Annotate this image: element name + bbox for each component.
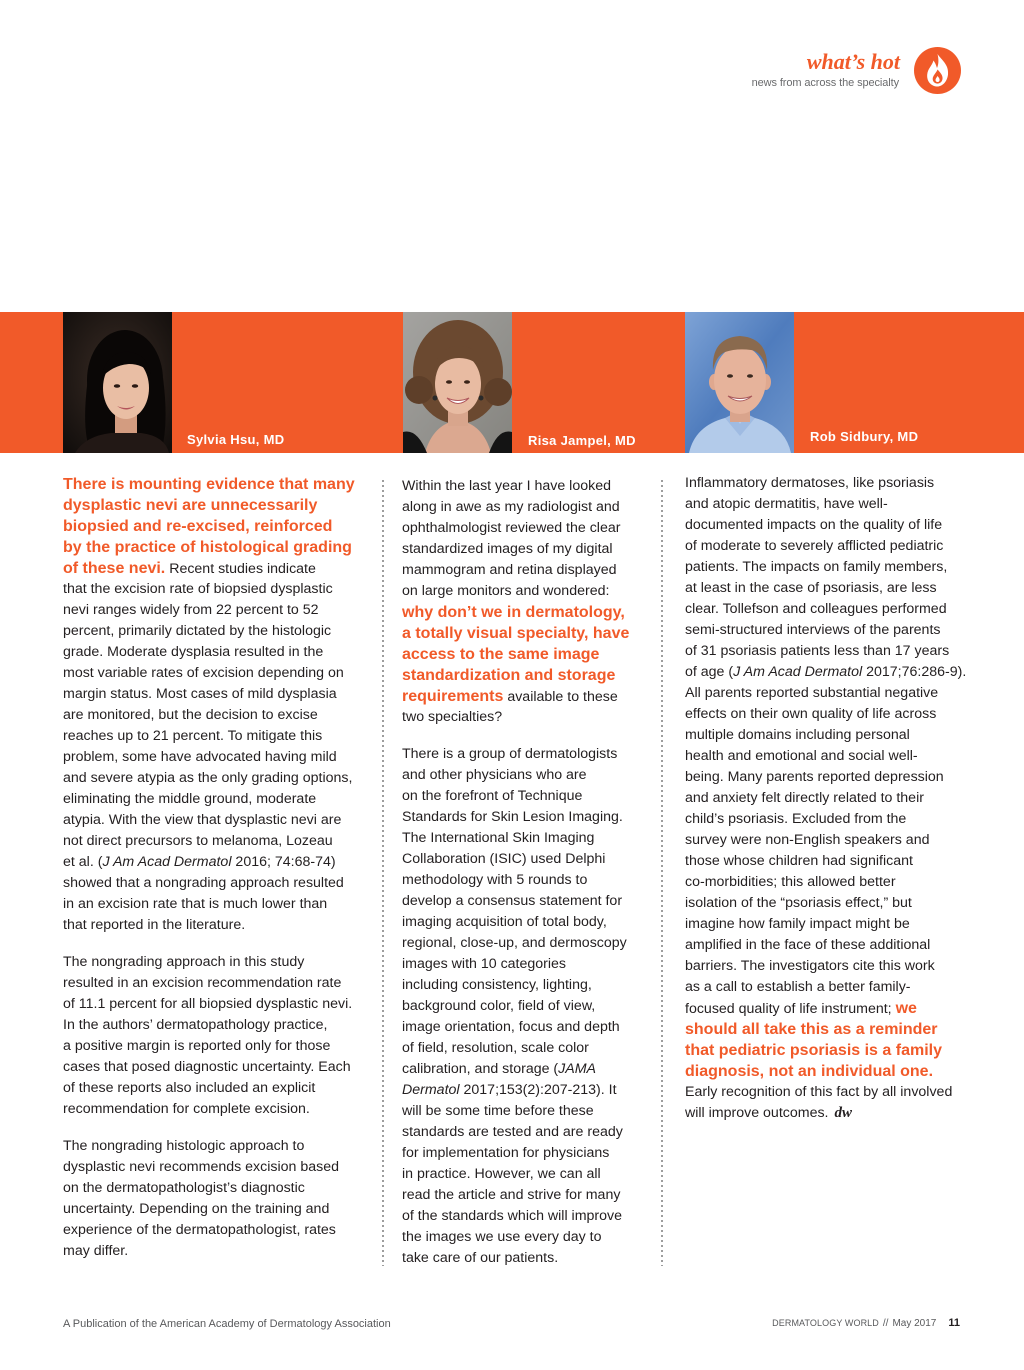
- body-text: background color, field of view,: [402, 998, 596, 1014]
- body-text: for implementation for physicians: [402, 1145, 610, 1161]
- text-line: [685, 683, 966, 704]
- body-text: There is a group of dermatologists: [402, 746, 618, 762]
- body-text: on large monitors and wondered:: [402, 583, 610, 599]
- body-text: The International Skin Imaging: [402, 830, 595, 846]
- body-text: multiple domains including personal: [685, 727, 910, 743]
- body-text: uncertainty. Depending on the training and: [63, 1201, 330, 1217]
- text-line: [685, 473, 966, 494]
- text-line: [402, 497, 629, 518]
- body-text: that the excision rate of biopsied dysplastic: [63, 581, 333, 597]
- text-line: [63, 810, 355, 831]
- body-text: patients. The impacts on family members,: [685, 559, 948, 575]
- body-text: a positive margin is reported only for those: [63, 1038, 331, 1054]
- text-line: [402, 996, 629, 1017]
- text-line: [63, 973, 355, 994]
- body-text: and other physicians who are: [402, 767, 587, 783]
- text-line: [402, 686, 629, 707]
- text-line: [402, 623, 629, 644]
- eye-right: [747, 374, 753, 378]
- text-line: [63, 1241, 355, 1262]
- body-text: child’s psoriasis. Excluded from the: [685, 811, 907, 827]
- article-column-sidbury: [685, 473, 966, 1124]
- text-line: [685, 893, 966, 914]
- body-text: barriers. The investigators cite this work: [685, 958, 935, 974]
- body-text: methodology with 5 rounds to: [402, 872, 588, 888]
- highlighted-text: standardization and storage: [402, 667, 616, 684]
- journal-citation: Dermatol: [402, 1082, 460, 1098]
- column-divider: [382, 480, 384, 1266]
- text-line: [402, 1101, 629, 1122]
- text-line: [685, 599, 966, 620]
- highlighted-text: access to the same image: [402, 646, 600, 663]
- body-text: percent, primarily dictated by the histologic: [63, 623, 332, 639]
- body-text: image orientation, focus and depth: [402, 1019, 620, 1035]
- text-line: [402, 665, 629, 686]
- body-text: mammogram and retina displayed: [402, 562, 617, 578]
- journal-citation: J Am Acad Dermatol: [102, 854, 232, 870]
- body-text: showed that a nongrading approach resulted: [63, 875, 344, 891]
- body-text: documented impacts on the quality of life: [685, 517, 943, 533]
- text-line: [685, 998, 966, 1019]
- body-text: focused quality of life instrument;: [685, 1001, 896, 1017]
- text-line: [402, 765, 629, 786]
- text-line: [685, 515, 966, 536]
- body-text: 2016; 74:68-74): [231, 854, 336, 870]
- text-line: [685, 578, 966, 599]
- body-text: Collaboration (ISIC) used Delphi: [402, 851, 606, 867]
- text-line: [63, 1157, 355, 1178]
- highlighted-text: we: [895, 1000, 917, 1017]
- body-text: health and emotional and social well-: [685, 748, 918, 764]
- text-line: [63, 1099, 355, 1120]
- text-line: [63, 1178, 355, 1199]
- text-line: [63, 1036, 355, 1057]
- text-line: [685, 767, 966, 788]
- eye-right: [464, 380, 470, 384]
- text-line: [685, 494, 966, 515]
- body-text: In the authors’ dermatopathology practice,: [63, 1017, 328, 1033]
- text-line: [402, 1059, 629, 1080]
- text-line: [402, 744, 629, 765]
- body-text: imagine how family impact might be: [685, 916, 910, 932]
- section-title: what’s hot: [806, 49, 900, 74]
- text-line: [63, 684, 355, 705]
- text-line: [685, 704, 966, 725]
- text-line: [685, 956, 966, 977]
- text-line: [685, 662, 966, 683]
- text-line: [63, 915, 355, 936]
- body-text: All parents reported substantial negative: [685, 685, 939, 701]
- face: [714, 346, 766, 414]
- text-line: [685, 557, 966, 578]
- highlighted-text: diagnosis, not an individual one.: [685, 1063, 934, 1080]
- text-line: [402, 644, 629, 665]
- body-text: dysplastic nevi recommends excision based: [63, 1159, 339, 1175]
- text-line: [63, 642, 355, 663]
- body-text: grade. Moderate dysplasia resulted in the: [63, 644, 324, 660]
- highlighted-text: biopsied and re-excised, reinforced: [63, 518, 333, 535]
- body-text: 2017;76:286-9).: [862, 664, 967, 680]
- highlighted-text: There is mounting evidence that many: [63, 476, 355, 493]
- body-text: and atopic dermatitis, have well-: [685, 496, 888, 512]
- body-text: Recent studies indicate: [165, 561, 316, 577]
- text-line: [63, 600, 355, 621]
- highlighted-text: why don’t we in dermatology,: [402, 604, 625, 621]
- text-line: [402, 560, 629, 581]
- article-paragraph: [402, 476, 629, 728]
- magazine-name: DERMATOLOGY WORLD: [772, 1318, 879, 1328]
- folio-separator: //: [882, 1318, 889, 1329]
- body-text: reaches up to 21 percent. To mitigate this: [63, 728, 323, 744]
- text-line: [63, 474, 355, 495]
- headshot-rob-sidbury: [685, 312, 794, 453]
- body-text: margin status. Most cases of mild dysplasia: [63, 686, 337, 702]
- text-line: [402, 707, 629, 728]
- text-line: [63, 1199, 355, 1220]
- text-line: [63, 705, 355, 726]
- body-text: imaging acquisition of total body,: [402, 914, 607, 930]
- body-text: in an excision rate that is much lower than: [63, 896, 328, 912]
- text-line: [685, 746, 966, 767]
- text-line: [63, 831, 355, 852]
- text-line: [63, 1015, 355, 1036]
- earring-left: [433, 396, 438, 401]
- body-text: images with 10 categories: [402, 956, 567, 972]
- text-line: [402, 1206, 629, 1227]
- text-line: [685, 725, 966, 746]
- text-line: [402, 849, 629, 870]
- body-text: of 11.1 percent for all biopsied dysplastic nevi.: [63, 996, 353, 1012]
- text-line: [63, 852, 355, 873]
- article-paragraph: [63, 1136, 355, 1262]
- text-line: [63, 558, 355, 579]
- body-text: Standards for Skin Lesion Imaging.: [402, 809, 623, 825]
- text-line: [402, 828, 629, 849]
- text-line: [402, 602, 629, 623]
- text-line: [402, 1227, 629, 1248]
- text-line: [63, 894, 355, 915]
- text-line: [63, 579, 355, 600]
- body-text: read the article and strive for many: [402, 1187, 621, 1203]
- text-line: [402, 1017, 629, 1038]
- text-line: [402, 912, 629, 933]
- body-text: isolation of the “psoriasis effect,” but: [685, 895, 912, 911]
- body-text: of age (: [685, 664, 734, 680]
- body-text: will improve outcomes.: [685, 1105, 829, 1121]
- body-text: amplified in the face of these additional: [685, 937, 931, 953]
- text-line: [402, 1164, 629, 1185]
- body-text: take care of our patients.: [402, 1250, 559, 1266]
- hair-curl: [484, 378, 512, 406]
- text-line: [685, 830, 966, 851]
- text-line: [685, 872, 966, 893]
- text-line: [402, 1185, 629, 1206]
- body-text: at least in the case of psoriasis, are less: [685, 580, 937, 596]
- text-line: [63, 726, 355, 747]
- body-text: regional, close-up, and dermoscopy: [402, 935, 627, 951]
- article-paragraph: [63, 474, 355, 936]
- section-tagline: news from across the specialty: [751, 77, 899, 89]
- journal-citation: JAMA: [558, 1061, 596, 1077]
- body-text: including consistency, lighting,: [402, 977, 592, 993]
- body-text: in practice. However, we can all: [402, 1166, 601, 1182]
- text-line: [685, 620, 966, 641]
- journal-citation: J Am Acad Dermatol: [733, 664, 863, 680]
- body-text: nevi ranges widely from 22 percent to 52: [63, 602, 319, 618]
- body-text: and severe atypia as the only grading options,: [63, 770, 353, 786]
- text-line: [685, 935, 966, 956]
- text-line: [685, 914, 966, 935]
- text-line: [402, 933, 629, 954]
- contributor-name: Rob Sidbury, MD: [810, 429, 919, 444]
- text-line: [402, 954, 629, 975]
- text-line: [402, 1038, 629, 1059]
- body-text: that reported in the literature.: [63, 917, 246, 933]
- text-line: [402, 1248, 629, 1269]
- text-line: [63, 516, 355, 537]
- body-text: semi-structured interviews of the parents: [685, 622, 941, 638]
- text-line: [402, 581, 629, 602]
- text-line: [63, 663, 355, 684]
- page-number: 11: [948, 1317, 960, 1329]
- body-text: The nongrading histologic approach to: [63, 1138, 305, 1154]
- body-text: standardized images of my digital: [402, 541, 613, 557]
- body-text: Early recognition of this fact by all involved: [685, 1084, 953, 1100]
- text-line: [402, 870, 629, 891]
- folio: [772, 1316, 960, 1331]
- body-text: recommendation for complete excision.: [63, 1101, 310, 1117]
- text-line: [685, 1103, 966, 1124]
- article-paragraph: [685, 473, 966, 1124]
- text-line: [63, 994, 355, 1015]
- body-text: co-morbidities; this allowed better: [685, 874, 896, 890]
- text-line: [685, 1082, 966, 1103]
- text-line: [63, 1078, 355, 1099]
- text-line: [63, 873, 355, 894]
- text-line: [402, 1080, 629, 1101]
- body-text: available to these: [503, 689, 618, 705]
- body-text: on the dermatopathologist’s diagnostic: [63, 1180, 305, 1196]
- body-text: as a call to establish a better family-: [685, 979, 911, 995]
- earring-right: [479, 396, 484, 401]
- body-text: and anxiety felt directly related to their: [685, 790, 924, 806]
- highlighted-text: requirements: [402, 688, 504, 705]
- text-line: [63, 1136, 355, 1157]
- text-line: [685, 851, 966, 872]
- body-text: problem, some have advocated having mild: [63, 749, 337, 765]
- body-text: Within the last year I have looked: [402, 478, 611, 494]
- signoff-mark: dw: [834, 1105, 853, 1121]
- text-line: [402, 1143, 629, 1164]
- body-text: standards are tested and are ready: [402, 1124, 623, 1140]
- body-text: effects on their own quality of life across: [685, 706, 937, 722]
- text-line: [63, 768, 355, 789]
- publisher-credit: A Publication of the American Academy of Dermatology Association: [63, 1318, 391, 1330]
- body-text: being. Many parents reported depression: [685, 769, 944, 785]
- body-text: of field, resolution, scale color: [402, 1040, 589, 1056]
- text-line: [63, 621, 355, 642]
- body-text: of 31 psoriasis patients less than 17 years: [685, 643, 950, 659]
- text-line: [63, 495, 355, 516]
- body-text: Inflammatory dermatoses, like psoriasis: [685, 475, 935, 491]
- article-column-jampel: [402, 476, 629, 1269]
- article-column-hsu: [63, 474, 355, 1262]
- text-line: [63, 1220, 355, 1241]
- text-line: [63, 1057, 355, 1078]
- text-line: [402, 539, 629, 560]
- body-text: The nongrading approach in this study: [63, 954, 305, 970]
- body-text: not direct precursors to melanoma, Lozeau: [63, 833, 333, 849]
- body-text: ophthalmologist reviewed the clear: [402, 520, 621, 536]
- issue-date: May 2017: [892, 1318, 937, 1329]
- body-text: survey were non-English speakers and: [685, 832, 930, 848]
- text-line: [402, 891, 629, 912]
- highlighted-text: of these nevi.: [63, 560, 166, 577]
- body-text: the images we use every day to: [402, 1229, 602, 1245]
- text-line: [402, 1122, 629, 1143]
- body-text: on the forefront of Technique: [402, 788, 583, 804]
- highlighted-text: that pediatric psoriasis is a family: [685, 1042, 942, 1059]
- text-line: [685, 1040, 966, 1061]
- body-text: atypia. With the view that dysplastic nevi are: [63, 812, 342, 828]
- eye-left: [727, 374, 733, 378]
- body-text: most variable rates of excision depending on: [63, 665, 344, 681]
- body-text: may differ.: [63, 1243, 129, 1259]
- body-text: resulted in an excision recommendation rate: [63, 975, 342, 991]
- text-line: [63, 789, 355, 810]
- body-text: along in awe as my radiologist and: [402, 499, 620, 515]
- body-text: two specialties?: [402, 709, 503, 725]
- highlighted-text: a totally visual specialty, have: [402, 625, 630, 642]
- highlighted-text: by the practice of histological grading: [63, 539, 352, 556]
- contributor-name: Sylvia Hsu, MD: [187, 432, 285, 447]
- text-line: [402, 518, 629, 539]
- body-text: develop a consensus statement for: [402, 893, 623, 909]
- headshot-sylvia-hsu: [63, 312, 172, 453]
- body-text: of these reports also included an explicit: [63, 1080, 316, 1096]
- hair-curl: [405, 376, 433, 404]
- contributor-name: Risa Jampel, MD: [528, 433, 636, 448]
- contributor-band: [0, 312, 1024, 453]
- body-text: will be some time before these: [402, 1103, 594, 1119]
- text-line: [685, 977, 966, 998]
- headshot-risa-jampel: [403, 312, 512, 453]
- body-text: of the standards which will improve: [402, 1208, 623, 1224]
- body-text: cases that posed diagnostic uncertainty. Each: [63, 1059, 351, 1075]
- text-line: [402, 807, 629, 828]
- text-line: [685, 641, 966, 662]
- text-line: [685, 788, 966, 809]
- highlighted-text: dysplastic nevi are unnecessarily: [63, 497, 318, 514]
- text-line: [685, 536, 966, 557]
- text-line: [685, 1019, 966, 1040]
- body-text: of moderate to severely afflicted pediatric: [685, 538, 944, 554]
- body-text: experience of the dermatopathologist, rates: [63, 1222, 336, 1238]
- text-line: [402, 975, 629, 996]
- text-line: [685, 1061, 966, 1082]
- eye-left: [446, 380, 452, 384]
- text-line: [63, 952, 355, 973]
- column-divider: [661, 480, 663, 1266]
- highlighted-text: should all take this as a reminder: [685, 1021, 938, 1038]
- body-text: et al. (: [63, 854, 103, 870]
- text-line: [402, 476, 629, 497]
- body-text: 2017;153(2):207-213). It: [459, 1082, 617, 1098]
- text-line: [63, 747, 355, 768]
- flame-icon: [914, 47, 961, 94]
- body-text: are monitored, but the decision to excise: [63, 707, 318, 723]
- article-paragraph: [63, 952, 355, 1120]
- text-line: [402, 786, 629, 807]
- body-text: clear. Tollefson and colleagues performed: [685, 601, 947, 617]
- eye-right: [132, 384, 138, 388]
- text-line: [63, 537, 355, 558]
- body-text: eliminating the middle ground, moderate: [63, 791, 317, 807]
- text-line: [685, 809, 966, 830]
- body-text: calibration, and storage (: [402, 1061, 559, 1077]
- body-text: those whose children had significant: [685, 853, 913, 869]
- eye-left: [114, 384, 120, 388]
- article-paragraph: [402, 744, 629, 1269]
